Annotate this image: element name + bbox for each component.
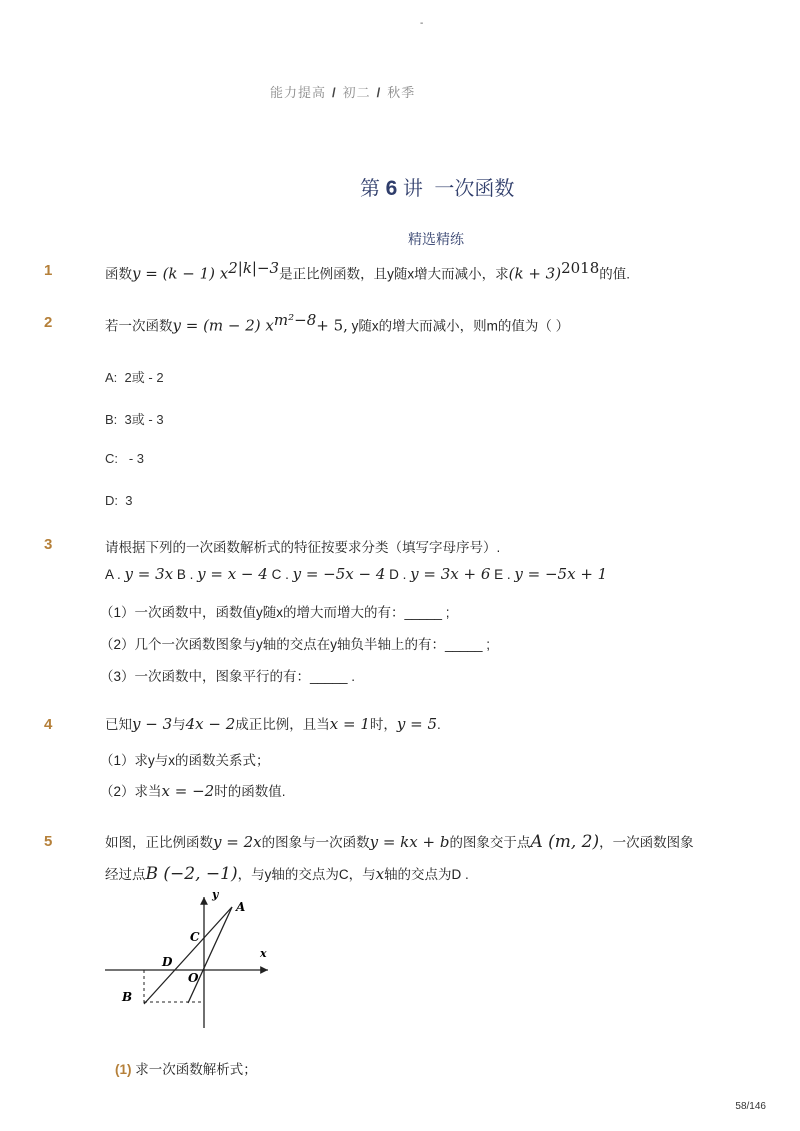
page-number: 58/146: [735, 1101, 766, 1112]
question-5-line-1: [105, 831, 694, 852]
q5-formula: x: [375, 865, 385, 883]
choice-expr: y = 3x: [124, 565, 174, 583]
question-3-part-3: （3）一次函数中，图象平行的有：_____ .: [100, 669, 356, 684]
label-a: A: [236, 900, 246, 914]
breadcrumb-item: 能力提高: [270, 85, 327, 100]
option-label: D:: [105, 493, 118, 508]
q1-text-c: 的值.: [599, 266, 631, 282]
q4-part2-b: 时的函数值.: [214, 784, 286, 799]
label-b: B: [122, 990, 133, 1004]
choice-label: D .: [385, 567, 411, 582]
choice-label: A .: [105, 567, 125, 582]
q5-formula: y = kx + b: [369, 833, 450, 851]
q1-formula-2: (k + 3): [508, 264, 562, 283]
breadcrumb-item: 秋季: [387, 85, 416, 100]
q1-exponent-2: 2018: [561, 259, 600, 277]
question-4-part-1: （1）求y与x的函数关系式；: [100, 753, 270, 768]
label-d: D: [162, 955, 173, 969]
breadcrumb: [270, 82, 415, 101]
q4-text-d: 时，: [369, 717, 397, 732]
question-3-part-1: （1）一次函数中，函数值y随x的增大而增大的有：_____ ;: [100, 605, 450, 620]
option-label: B:: [105, 412, 118, 427]
q5-text: 经过点: [105, 867, 146, 882]
option-c: [105, 451, 144, 466]
q5-text: ，一次函数图象: [599, 835, 694, 850]
q4-text-b: 与: [172, 717, 186, 732]
q5-text: 如图，正比例函数: [105, 835, 213, 850]
question-3-part-2: （2）几个一次函数图象与y轴的交点在y轴负半轴上的有：_____ ;: [100, 637, 491, 652]
choice-expr: y = 3x + 6: [410, 565, 491, 583]
top-dash: -: [420, 18, 424, 29]
question-3-stem: 请根据下列的一次函数解析式的特征按要求分类（填写字母序号）.: [105, 540, 501, 555]
title-suffix: 讲: [402, 178, 423, 200]
option-label: C:: [105, 451, 118, 466]
q2-formula-1: y = (m − 2) x: [172, 316, 274, 335]
proportional-function-line: [188, 907, 232, 1003]
option-value: 3或 - 3: [124, 412, 164, 427]
q4-part2-a: （2）求当: [100, 784, 162, 799]
question-3-choices: [105, 565, 607, 583]
q5-text: 轴的交点为D .: [384, 867, 469, 882]
question-2-text: [105, 311, 569, 335]
function-graph-figure: [100, 885, 285, 1035]
q2-exponent: m²−8: [273, 311, 317, 329]
question-4-part-2: [100, 780, 285, 800]
option-value: - 3: [125, 451, 145, 466]
q1-text-b: 是正比例函数，且y随x增大而减小，求: [279, 266, 509, 282]
question-1-text: [105, 259, 630, 283]
q1-text-a: 函数: [105, 266, 132, 282]
q4-formula-3: x = 1: [329, 715, 370, 733]
q4-text-c: 成正比例，且当: [235, 717, 330, 732]
q5-text: 的图象与一次函数: [261, 835, 370, 850]
question-number: 1: [44, 262, 53, 279]
q4-formula-1: y − 3: [132, 715, 173, 733]
linear-function-line: [144, 907, 232, 1004]
question-number: 5: [44, 833, 53, 850]
q5-formula: y = 2x: [213, 833, 262, 851]
title-topic: 一次函数: [434, 178, 515, 200]
option-b: [105, 409, 164, 428]
q1-formula-1: y = (k − 1) x: [132, 264, 229, 283]
question-5-line-2: [105, 863, 469, 884]
breadcrumb-item: 初二: [342, 85, 371, 100]
title-number: 6: [385, 177, 398, 200]
q4-formula-4: y = 5: [396, 715, 438, 733]
question-4-text: [105, 713, 441, 733]
label-o: O: [188, 971, 199, 985]
option-label: A:: [105, 370, 118, 385]
question-number: 2: [44, 314, 53, 331]
question-number: 3: [44, 536, 53, 553]
q4-formula-2: 4x − 2: [185, 715, 236, 733]
q5-text: ，与y轴的交点为C，与: [237, 867, 376, 882]
lecture-title: [360, 172, 514, 201]
choice-label: B .: [173, 567, 198, 582]
label-x: x: [260, 947, 267, 960]
q2-text-b: y随x的增大而减小，则m的值为（ ）: [347, 318, 570, 334]
q4-text-e: .: [437, 717, 441, 732]
label-y: y: [212, 888, 219, 901]
breadcrumb-separator: /: [376, 85, 382, 100]
q5-formula: A (m, 2): [530, 832, 600, 852]
choice-expr: y = −5x + 1: [514, 565, 608, 583]
subquestion-text: 求一次函数解析式；: [135, 1062, 257, 1077]
choice-expr: y = x − 4: [197, 565, 268, 583]
q1-exponent-1: 2|k|−3: [228, 259, 280, 277]
section-title: 精选精练: [408, 231, 464, 247]
choice-label: E .: [490, 567, 515, 582]
subquestion-number: (1): [115, 1062, 132, 1077]
choice-expr: y = −5x − 4: [292, 565, 386, 583]
choice-label: C .: [267, 567, 293, 582]
question-number: 4: [44, 716, 53, 733]
option-value: 2或 - 2: [124, 370, 164, 385]
label-c: C: [190, 930, 200, 944]
title-prefix: 第: [360, 178, 380, 200]
option-a: [105, 367, 164, 386]
breadcrumb-separator: /: [332, 85, 337, 100]
q2-formula-2: + 5,: [316, 316, 348, 335]
q2-text-a: 若一次函数: [105, 318, 173, 334]
q4-part2-formula: x = −2: [161, 782, 215, 800]
q5-formula: B (−2, −1): [145, 864, 238, 884]
q5-text: 的图象交于点: [449, 835, 531, 850]
option-value: 3: [125, 493, 133, 508]
option-d: [105, 493, 132, 508]
q4-text-a: 已知: [105, 717, 132, 732]
question-5-subquestion-1: [115, 1058, 257, 1078]
